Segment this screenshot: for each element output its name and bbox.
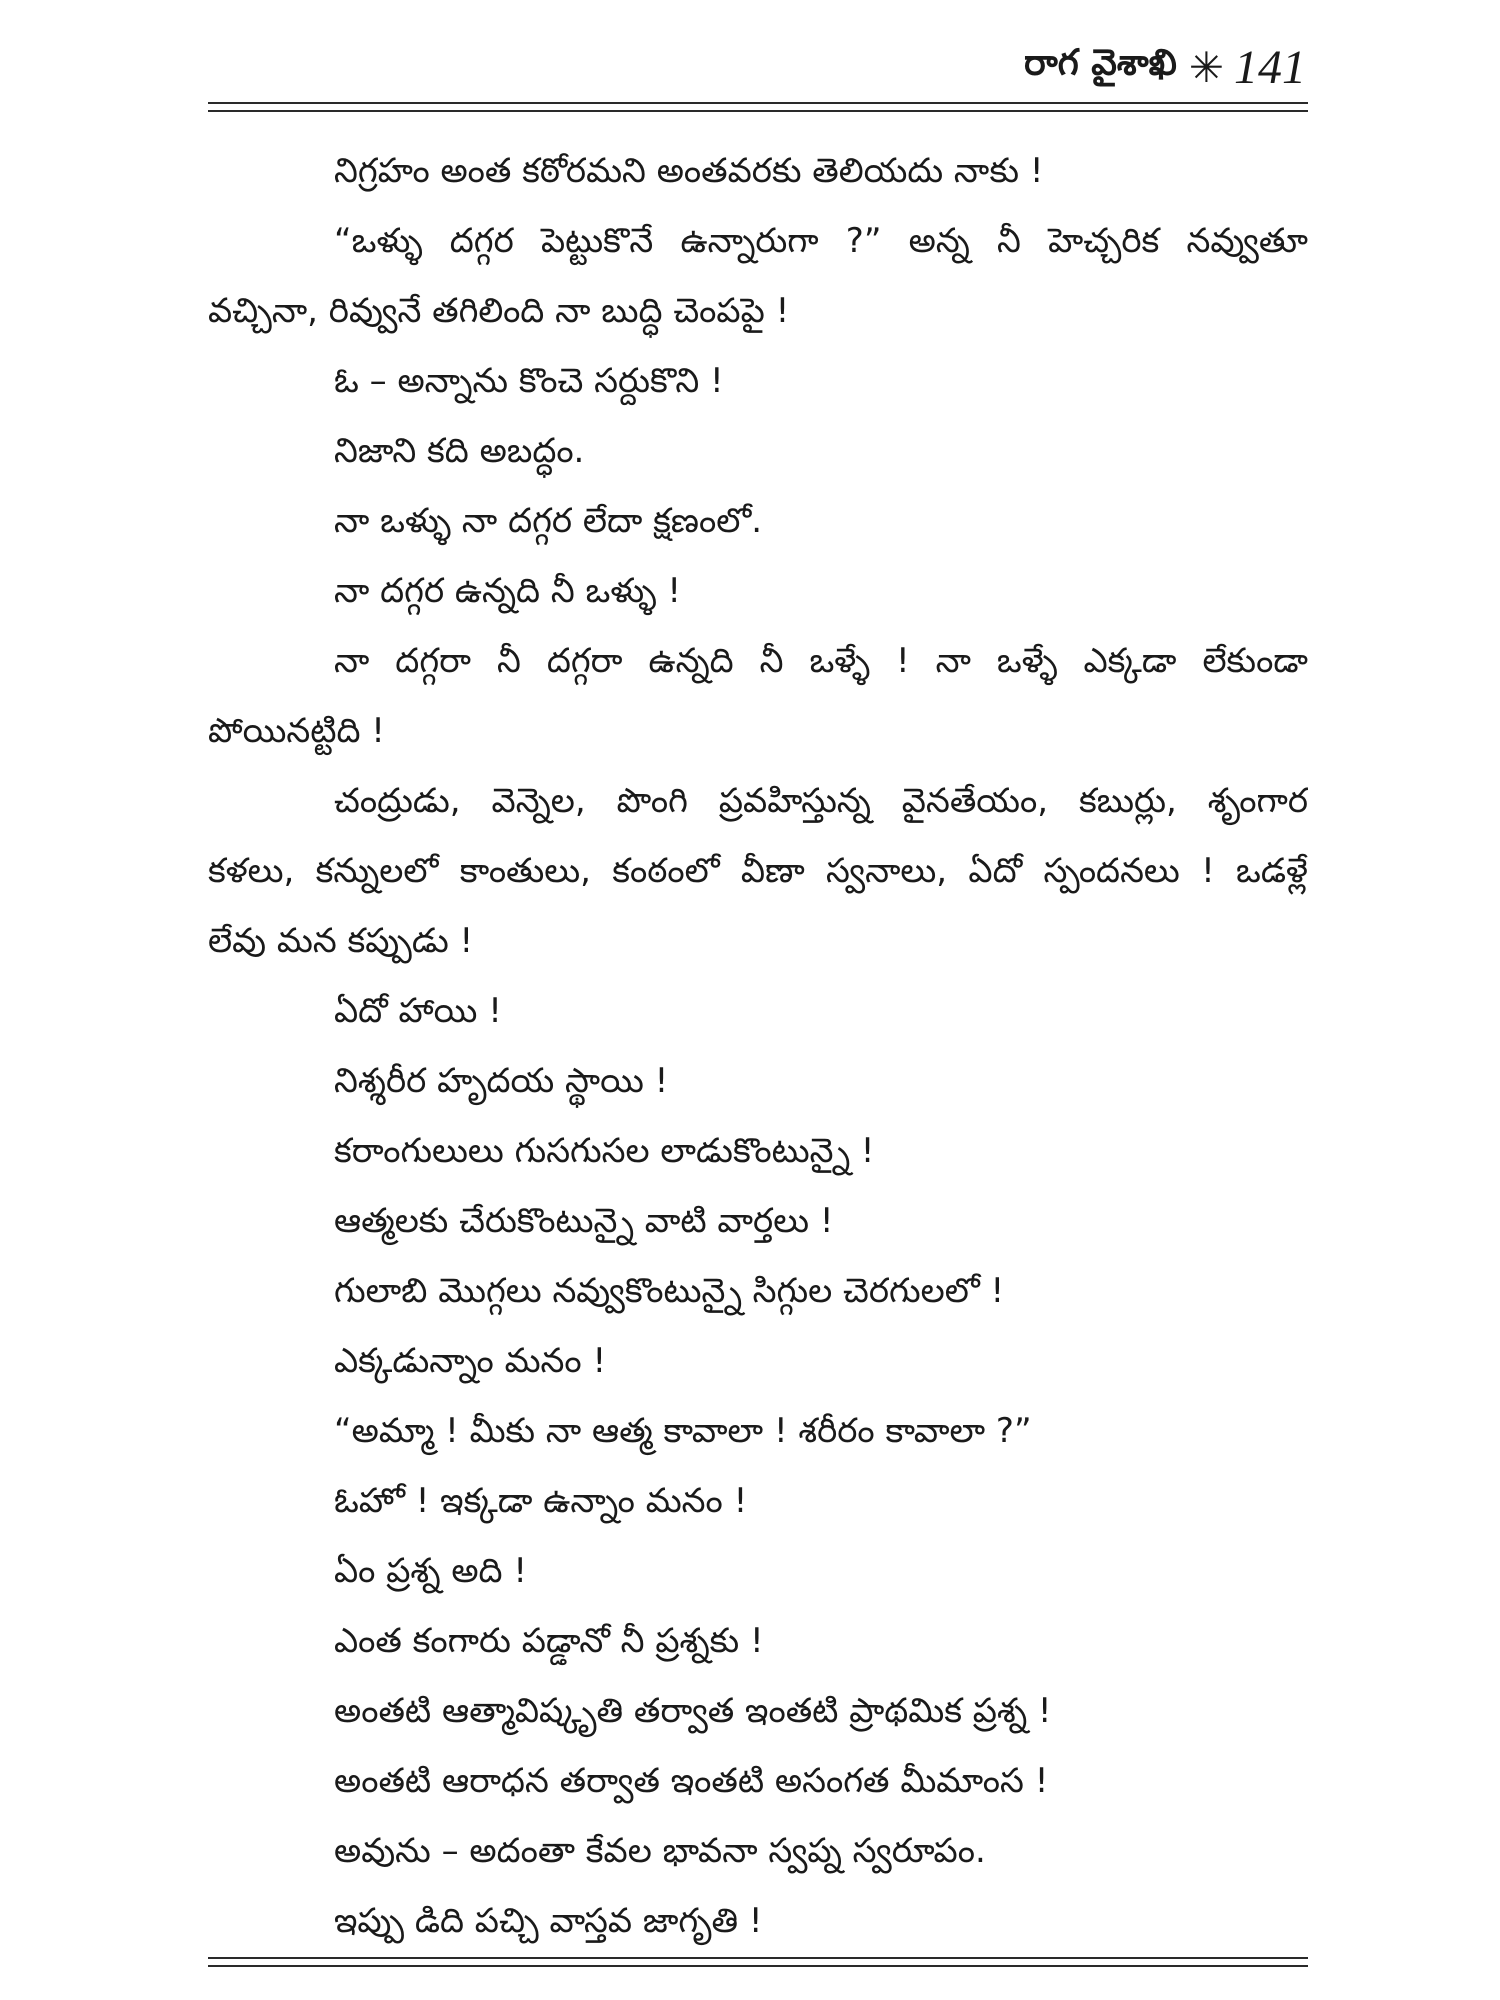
text-line: అంతటి ఆత్మావిష్కృతి తర్వాత ఇంతటి ప్రాథమిక ప్రశ్న ! <box>334 1691 1052 1731</box>
text-line: ఏం ప్రశ్న అది ! <box>334 1551 527 1591</box>
text-line: ఏదో హాయి ! <box>334 991 502 1031</box>
text-line: నిజాని కది అబద్ధం. <box>334 431 585 471</box>
header-book-title: రాగ వైశాఖి <box>1023 42 1177 84</box>
running-header <box>200 40 1306 100</box>
text-line: వచ్చినా, రివ్వునే తగిలింది నా బుద్ధి చెంపపై ! <box>208 291 790 331</box>
text-line: అంతటి ఆరాధన తర్వాత ఇంతటి అసంగత మీమాంస ! <box>334 1761 1049 1801</box>
text-line: నిగ్రహం అంత కఠోరమని అంతవరకు తెలియదు నాకు ! <box>334 151 1044 191</box>
text-line: నిశ్శరీర హృదయ స్థాయి ! <box>334 1061 669 1101</box>
text-line: ఓ – అన్నాను కొంచె సర్దుకొని ! <box>334 361 724 401</box>
text-line: నా దగ్గరా నీ దగ్గరా ఉన్నది నీ ఒళ్ళే ! నా ఒళ్ళే ఎక్కడా లేకుండా <box>334 641 1308 681</box>
footer-double-rule <box>208 1957 1308 1967</box>
text-line: ఎక్కడున్నాం మనం ! <box>334 1341 607 1381</box>
text-line: నా దగ్గర ఉన్నది నీ ఒళ్ళు ! <box>334 571 681 611</box>
body-text <box>208 136 1308 1956</box>
text-line: లేవు మన కప్పుడు ! <box>208 921 474 961</box>
header-double-rule <box>208 102 1308 112</box>
text-line: “అమ్మా ! మీకు నా ఆత్మ కావాలా ! శరీరం కావాలా ?” <box>334 1411 1032 1451</box>
text-line: గులాబి మొగ్గలు నవ్వుకొంటున్నై సిగ్గుల చెరగులలో ! <box>334 1271 1005 1311</box>
asterisk-ornament-icon: ✳ <box>1188 43 1224 92</box>
text-line: ఓహో ! ఇక్కడా ఉన్నాం మనం ! <box>334 1481 748 1521</box>
text-line: ఆత్మలకు చేరుకొంటున్నై వాటి వార్తలు ! <box>334 1201 834 1241</box>
text-line: కళలు, కన్నులలో కాంతులు, కంఠంలో వీణా స్వనాలు, ఏదో స్పందనలు ! ఒడళ్లే <box>208 851 1308 891</box>
text-line: చంద్రుడు, వెన్నెల, పొంగి ప్రవహిస్తున్న వైనతేయం, కబుర్లు, శృంగార <box>334 781 1308 821</box>
text-line: ఎంత కంగారు పడ్డానో నీ ప్రశ్నకు ! <box>334 1621 764 1661</box>
text-line: కరాంగులులు గుసగుసల లాడుకొంటున్నై ! <box>334 1131 875 1171</box>
text-line: నా ఒళ్ళు నా దగ్గర లేదా క్షణంలో. <box>334 501 762 541</box>
text-line: ఇప్పు డిది పచ్చి వాస్తవ జాగృతి ! <box>334 1901 763 1941</box>
text-line: “ఒళ్ళు దగ్గర పెట్టుకొనే ఉన్నారుగా ?” అన్న నీ హెచ్చరిక నవ్వుతూ <box>334 221 1308 261</box>
text-line: అవును – అదంతా కేవల భావనా స్వప్న స్వరూపం. <box>334 1831 986 1871</box>
text-line: పోయినట్టిది ! <box>208 711 385 751</box>
page-number: 141 <box>1234 41 1306 94</box>
